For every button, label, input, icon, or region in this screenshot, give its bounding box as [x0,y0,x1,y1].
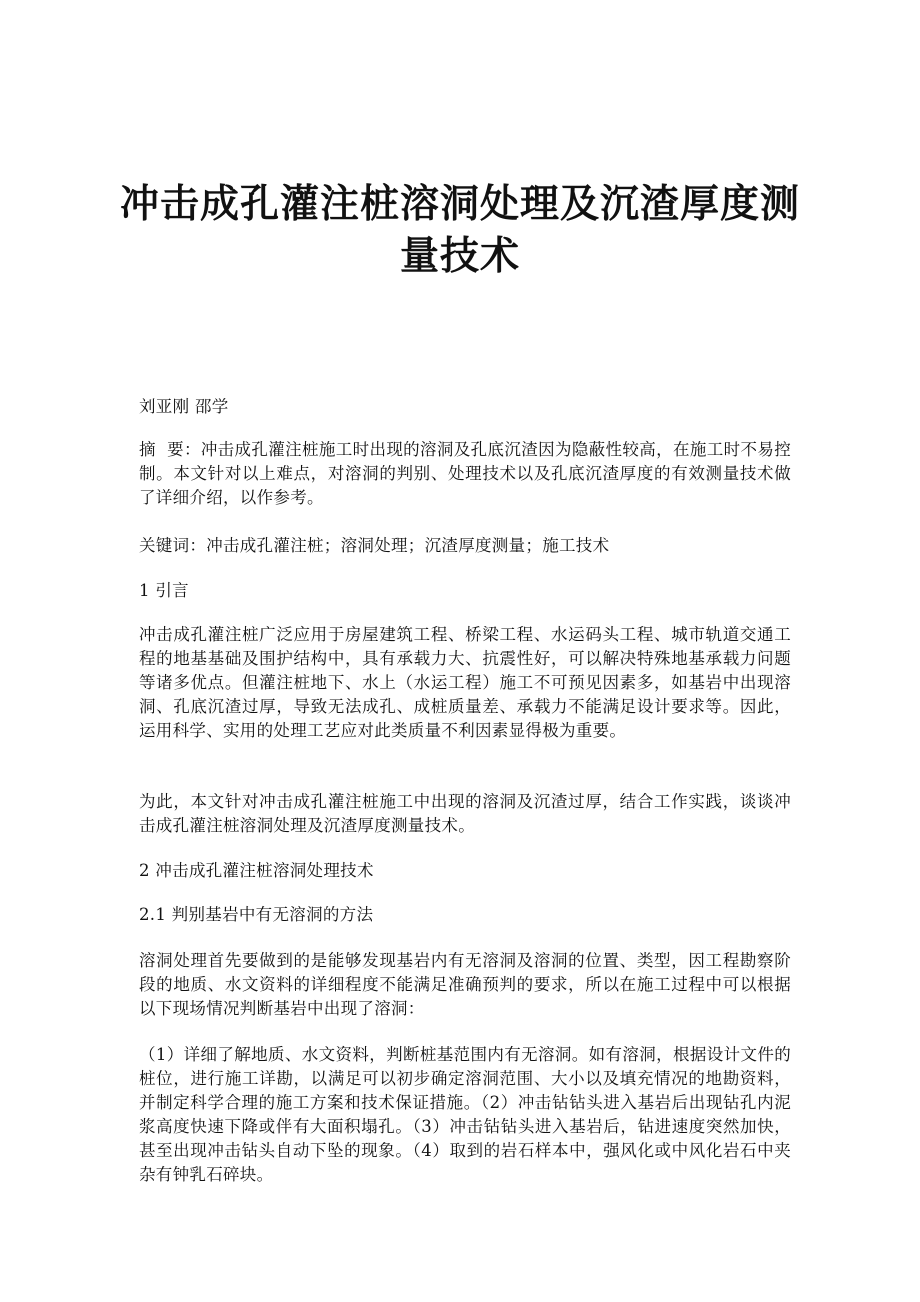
keywords-label: 关键词： [139,536,207,555]
abstract-label: 摘 要： [139,440,201,459]
section-2-1-paragraph-1: 溶洞处理首先要做到的是能够发现基岩内有无溶洞及溶洞的位置、类型，因工程勘察阶段的地质、水文资料的详细程度不能满足准确预判的要求，所以在施工过程中可以根据以下现场情况判断基岩中出现了溶洞： [139,951,791,1018]
section-1-paragraph-1: 冲击成孔灌注桩广泛应用于房屋建筑工程、桥梁工程、水运码头工程、城市轨道交通工程的地基基础及围护结构中，具有承载力大、抗震性好，可以解决特殊地基承载力问题等诸多优点。但灌注桩地下、水上（水运工程）施工不可预见因素多，如基岩中出现溶洞、孔底沉渣过厚，导致无法成孔、成桩质量差、承载力不能满足设计要求等。因此，运用科学、实用的处理工艺应对此类质量不利因素显得极为重要。 [139,625,791,740]
section-1-paragraph-2: 为此，本文针对冲击成孔灌注桩施工中出现的溶洞及沉渣过厚，结合工作实践，谈谈冲击成孔灌注桩溶洞处理及沉渣厚度测量技术。 [139,792,791,835]
section-2-1-paragraph-2: （1）详细了解地质、水文资料，判断桩基范围内有无溶洞。如有溶洞，根据设计文件的桩位，进行施工详勘，以满足可以初步确定溶洞范围、大小以及填充情况的地勘资料，并制定科学合理的施工方案和技术保证措施。（2）冲击钻钻头进入基岩后出现钻孔内泥浆高度快速下降或伴有大面积塌孔。（3）冲击钻钻头进入基岩后，钻进速度突然加快，甚至出现冲击钻头自动下坠的现象。（4）取到的岩石样本中，强风化或中风化岩石中夹杂有钟乳石碎块。 [139,1045,791,1184]
page-title: 冲击成孔灌注桩溶洞处理及沉渣厚度测量技术 [120,181,801,279]
abstract-paragraph [139,438,791,510]
abstract-text: 冲击成孔灌注桩施工时出现的溶洞及孔底沉渣因为隐蔽性较高，在施工时不易控制。本文针对以上难点，对溶洞的判别、处理技术以及孔底沉渣厚度的有效测量技术做了详细介绍，以作参考。 [139,440,791,507]
author-line: 刘亚刚 邵学 [139,397,229,416]
section-heading-1: 1 引言 [139,581,189,600]
keywords-paragraph [139,534,791,558]
section-heading-2-1: 2.1 判别基岩中有无溶洞的方法 [139,905,374,924]
keywords-text: 冲击成孔灌注桩；溶洞处理；沉渣厚度测量；施工技术 [206,536,610,555]
section-heading-2: 2 冲击成孔灌注桩溶洞处理技术 [139,861,374,880]
